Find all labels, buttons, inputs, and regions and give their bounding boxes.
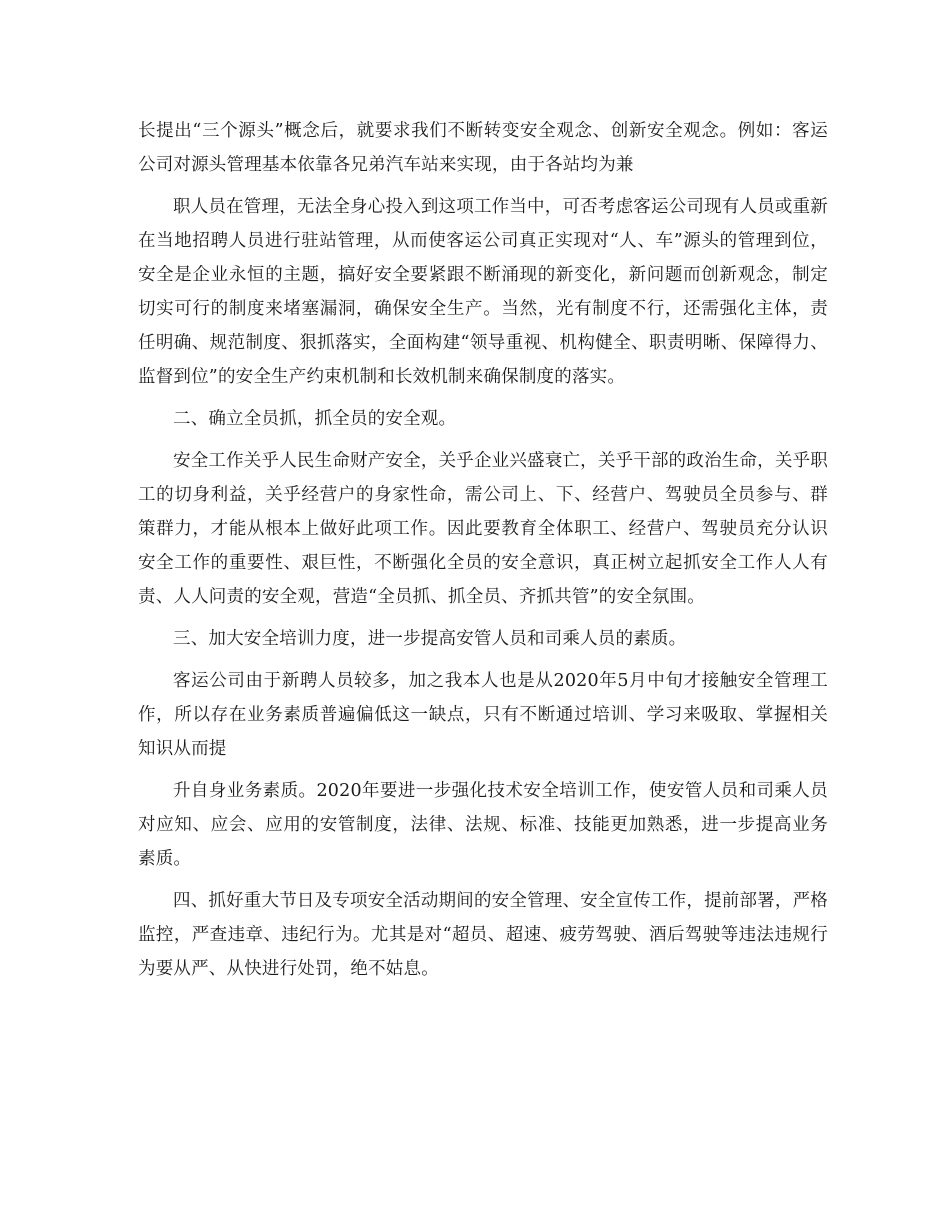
section-heading-4: 四、抓好重大节日及专项安全活动期间的安全管理、安全宣传工作，提前部署，严格监控，严查违章、违纪行为。尤其是对“超员、超速、疲劳驾驶、酒后驾驶等违法违规行为要从严、从快进行处罚，绝不姑息。 [138, 891, 828, 979]
section-heading-3: 三、加大安全培训力度，进一步提高安管人员和司乘人员的素质。 [173, 629, 687, 649]
document-page [138, 114, 828, 994]
paragraph-5: 升自身业务素质。2020年要进一步强化技术安全培训工作，使安管人员和司乘人员对应知、应会、应用的安管制度，法律、法规、标准、技能更加熟悉，进一步提高业务素质。 [138, 781, 828, 869]
paragraph-3: 安全工作关乎人民生命财产安全，关乎企业兴盛衰亡，关乎干部的政治生命，关乎职工的切身利益，关乎经营户的身家性命，需公司上、下、经营户、驾驶员全员参与、群策群力，才能从根本上做好此项工作。因此要教育全体职工、经营户、驾驶员充分认识安全工作的重要性、艰巨性，不断强化全员的安全意识，真正树立起抓安全工作人人有责、人人问责的安全观，营造“全员抓、抓全员、齐抓共管”的安全氛围。 [138, 451, 828, 607]
paragraph-4: 客运公司由于新聘人员较多，加之我本人也是从2020年5月中旬才接触安全管理工作，所以存在业务素质普遍偏低这一缺点，只有不断通过培训、学习来吸取、掌握相关知识从而提 [138, 671, 828, 759]
section-heading-2: 二、确立全员抓，抓全员的安全观。 [173, 409, 457, 429]
paragraph-1: 长提出“三个源头”概念后，就要求我们不断转变安全观念、创新安全观念。例如：客运公司对源头管理基本依靠各兄弟汽车站来实现，由于各站均为兼 [138, 121, 828, 175]
paragraph-2: 职人员在管理，无法全身心投入到这项工作当中，可否考虑客运公司现有人员或重新在当地招聘人员进行驻站管理，从而使客运公司真正实现对“人、车”源头的管理到位，安全是企业永恒的主题，搞好安全要紧跟不断涌现的新变化，新问题而创新观念，制定切实可行的制度来堵塞漏洞，确保安全生产。当然，光有制度不行，还需强化主体，责任明确、规范制度、狠抓落实，全面构建“领导重视、机构健全、职责明晰、保障得力、监督到位”的安全生产约束机制和长效机制来确保制度的落实。 [138, 197, 828, 387]
